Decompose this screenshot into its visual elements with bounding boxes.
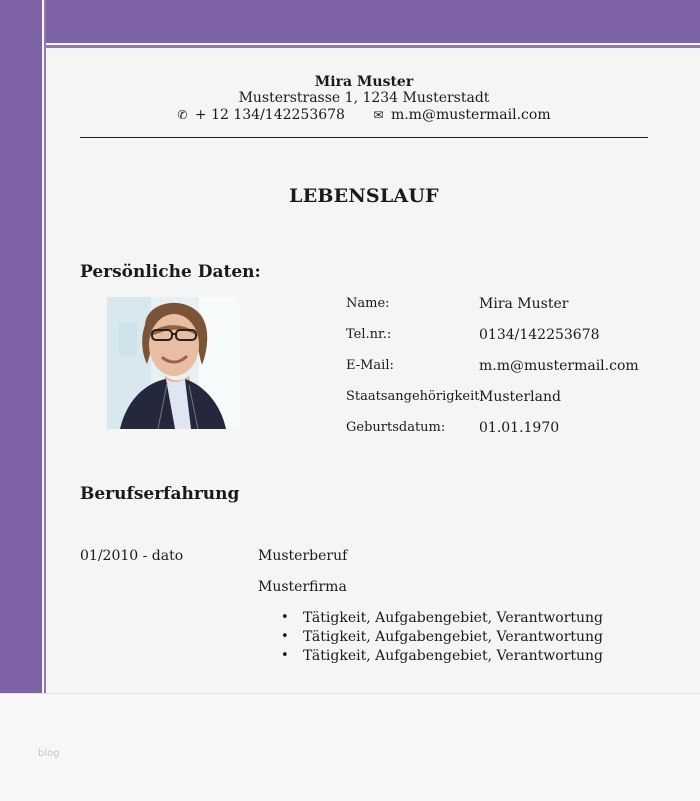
job-duty [281,610,603,629]
job-duty-text: Tätigkeit, Aufgabengebiet, Verantwortung [303,629,604,645]
job-duty-text: Tätigkeit, Aufgabengebiet, Verantwortung [303,610,604,626]
detail-value: Mira Muster [479,296,569,312]
detail-label: Name: [346,296,390,311]
applicant-address: Musterstrasse 1, 1234 Musterstadt [238,90,490,106]
job-duty-text: Tätigkeit, Aufgabengebiet, Verantwortung [303,648,604,664]
left-accent-line [44,0,46,693]
job-duties-list [281,610,603,667]
job-duty [281,648,603,667]
detail-label: Staatsangehörigkeit: [346,389,484,404]
phone-number: + 12 134/142253678 [194,107,345,123]
email-contact [373,107,550,124]
detail-row-name [346,296,666,327]
lower-margin [0,693,700,801]
personal-data-heading: Persönliche Daten: [80,262,261,282]
envelope-icon: ✉ [373,108,384,122]
phone-icon: ✆ [177,108,188,122]
contact-line [80,107,648,124]
email-address: m.m@mustermail.com [390,107,551,123]
job-duty [281,629,603,648]
contact-header [80,74,648,124]
bullet-icon: • [281,610,289,625]
job-company: Musterfirma [258,579,347,595]
applicant-name: Mira Muster [314,74,414,90]
watermark: blog [38,748,60,759]
top-accent-line [46,45,700,48]
personal-details [346,296,666,451]
phone-contact [177,107,345,124]
experience-heading: Berufserfahrung [80,484,240,504]
job-date: 01/2010 - dato [80,548,184,564]
detail-row-nationality [346,389,666,420]
detail-value: 0134/142253678 [479,327,600,343]
detail-value: m.m@mustermail.com [479,358,639,374]
profile-photo [107,297,239,429]
detail-label: Tel.nr.: [346,327,392,342]
bullet-icon: • [281,648,289,663]
document-title: LEBENSLAUF [289,185,439,207]
header-divider [80,137,648,138]
detail-value: 01.01.1970 [479,420,560,436]
detail-value: Musterland [479,389,561,405]
job-title: Musterberuf [258,548,348,564]
detail-label: E-Mail: [346,358,394,373]
left-accent-bar [0,0,42,693]
top-accent-bar [46,0,700,43]
bullet-icon: • [281,629,289,644]
detail-row-email [346,358,666,389]
detail-row-birthdate [346,420,666,451]
detail-row-phone [346,327,666,358]
detail-label: Geburtsdatum: [346,420,446,435]
